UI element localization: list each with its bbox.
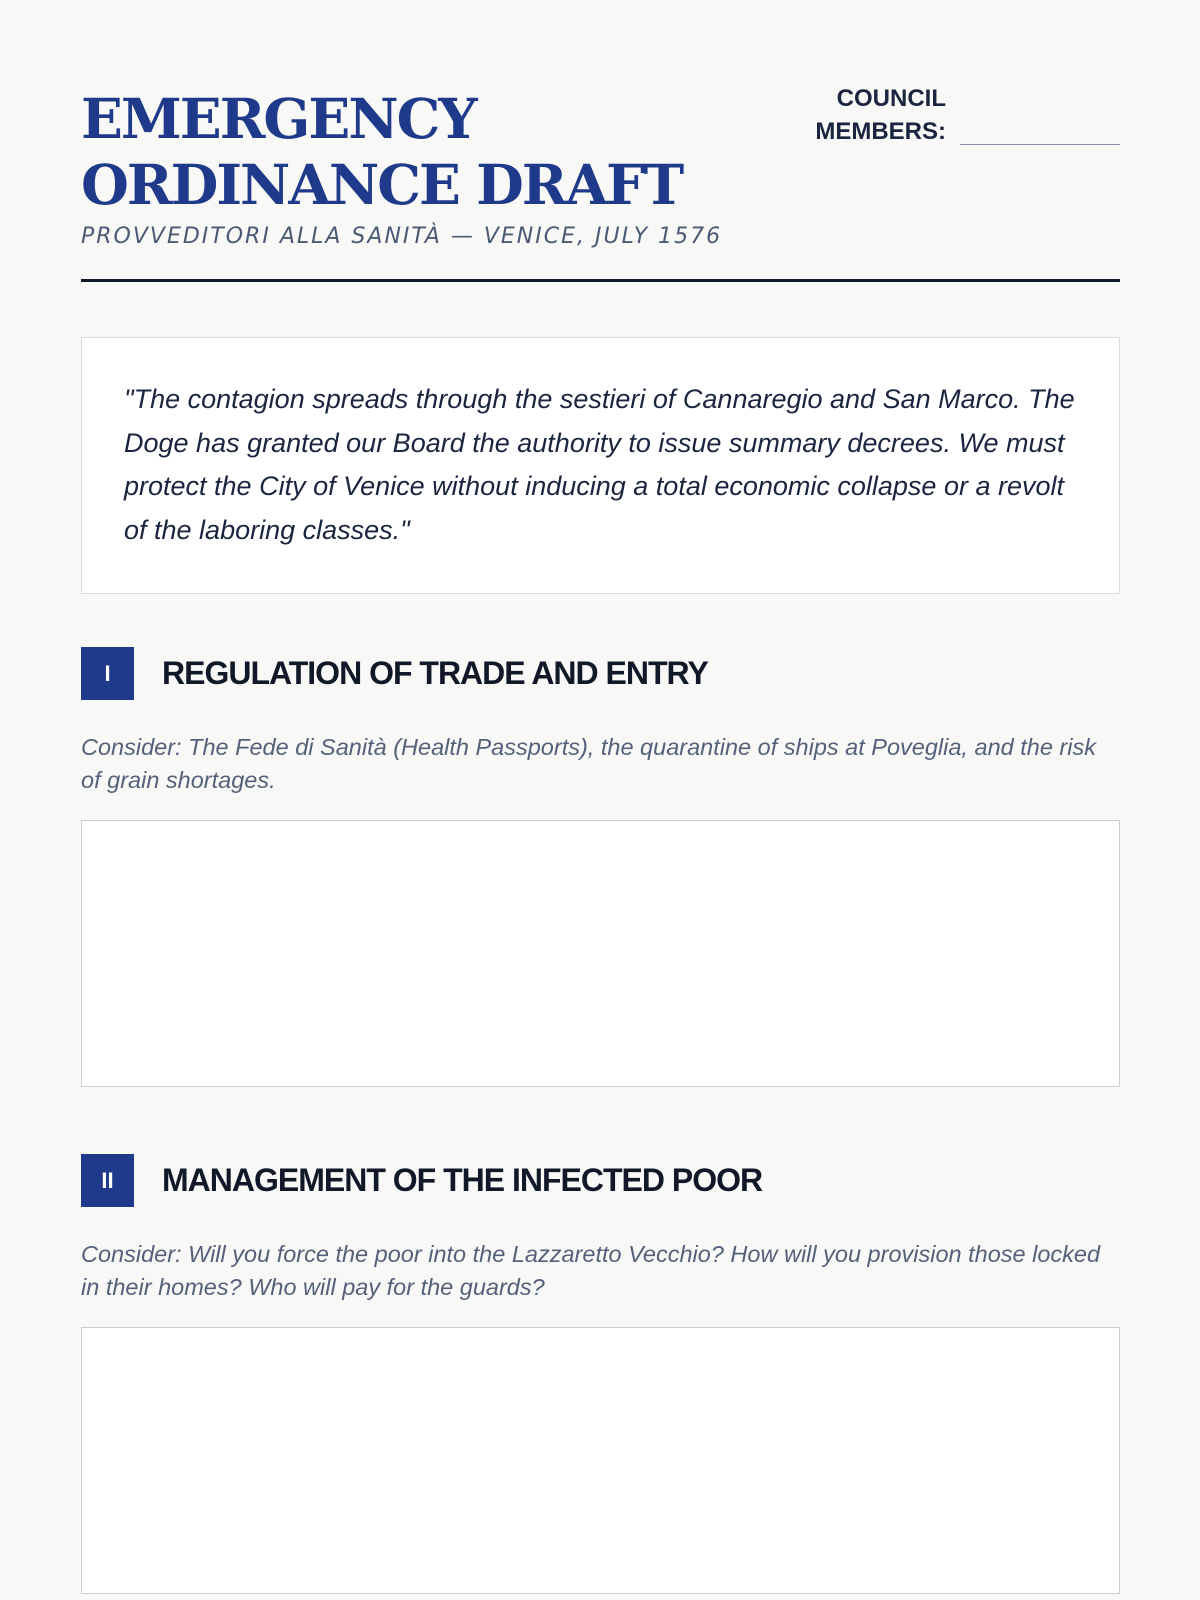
section-heading [81,1154,1120,1207]
section-title: REGULATION OF TRADE AND ENTRY [162,655,708,691]
section-trade-entry [81,647,1120,797]
section-heading [81,647,1120,700]
council-members-label: COUNCIL MEMBERS: [815,85,946,145]
intro-quote: "The contagion spreads through the sestieri of Cannaregio and San Marco. The Doge has granted our Board the authority to issue summary decrees. We must protect the City of Venice without inducing a total economic collapse or a revolt of the laboring classes." [124,384,1075,545]
council-members-field [806,82,1120,148]
intro-quote-box [81,337,1120,594]
infected-poor-answer-box[interactable] [81,1327,1120,1594]
ordinance-page [81,0,1120,1300]
document-subtitle: PROVVEDITORI ALLA SANITÀ — VENICE, JULY 1576 [81,224,723,249]
section-prompt: Consider: The Fede di Sanità (Health Passports), the quarantine of ships at Poveglia, and the risk of grain shortages. [81,734,1096,793]
section-infected-poor [81,1154,1120,1304]
header-divider [81,279,1120,282]
section-prompt: Consider: Will you force the poor into the Lazzaretto Vecchio? How will you provision those locked in their homes? Who will pay for the guards? [81,1241,1101,1300]
trade-entry-answer-box[interactable] [81,820,1120,1087]
section-number-badge: II [81,1154,134,1207]
council-members-input[interactable] [960,144,1120,145]
section-title: MANAGEMENT OF THE INFECTED POOR [162,1162,763,1198]
document-header [81,0,1120,284]
section-number-badge: I [81,647,134,700]
document-title: EMERGENCY ORDINANCE DRAFT [81,86,683,217]
